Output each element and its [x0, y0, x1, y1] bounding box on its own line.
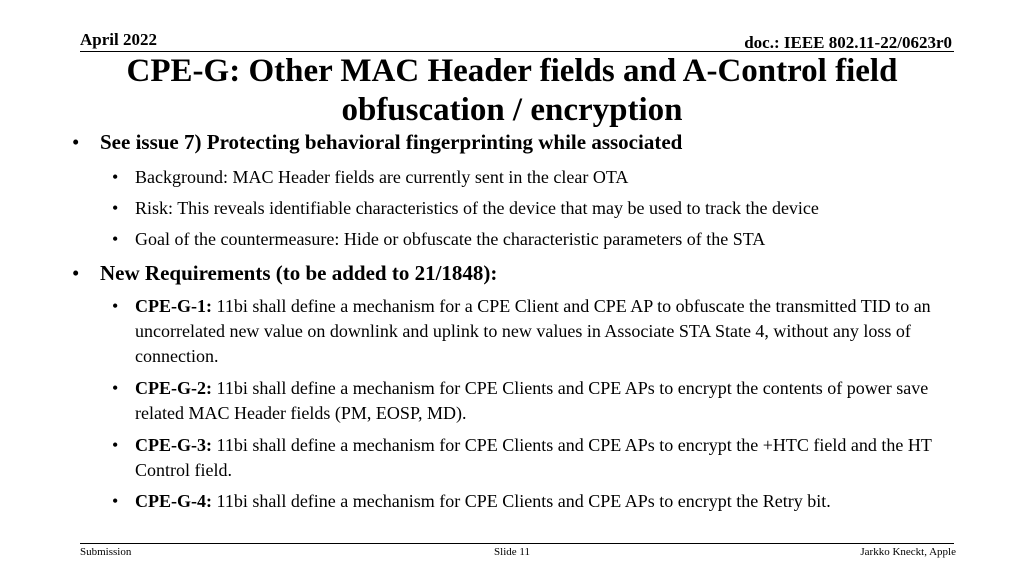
requirement-cpe-g-3 — [112, 433, 972, 483]
requirement-body: 11bi shall define a mechanism for CPE Clients and CPE APs to encrypt the contents of power save related MAC Header fields (PM, EOSP, MD). — [135, 378, 929, 423]
sub-bullet-risk — [112, 196, 972, 221]
bullet-dot: • — [112, 435, 119, 455]
bullet-dot: • — [112, 229, 119, 249]
bullet-dot: • — [112, 378, 119, 398]
requirement-text — [135, 376, 972, 426]
bullet-issue-7 — [72, 129, 972, 155]
requirement-label: CPE-G-1: — [135, 296, 212, 316]
footer-divider — [80, 543, 954, 544]
sub-bullet-background — [112, 165, 972, 190]
requirement-body: 11bi shall define a mechanism for CPE Clients and CPE APs to encrypt the +HTC field and the HT Control field. — [135, 435, 932, 480]
bullet-dot: • — [112, 167, 119, 187]
requirement-label: CPE-G-4: — [135, 491, 212, 511]
requirement-cpe-g-4 — [112, 489, 972, 514]
bullet-text: Goal of the countermeasure: Hide or obfuscate the characteristic parameters of the STA — [135, 229, 766, 249]
requirement-cpe-g-2 — [112, 376, 972, 426]
bullet-dot: • — [72, 261, 80, 285]
requirement-text — [135, 489, 831, 514]
requirement-body: 11bi shall define a mechanism for CPE Clients and CPE APs to encrypt the Retry bit. — [211, 491, 831, 511]
requirement-cpe-g-1 — [112, 294, 972, 369]
bullet-dot: • — [112, 491, 119, 511]
bullet-dot: • — [72, 130, 80, 154]
header-date: April 2022 — [80, 30, 157, 49]
bullet-dot: • — [112, 296, 119, 316]
sub-bullet-goal — [112, 227, 972, 252]
bullet-text: New Requirements (to be added to 21/1848): — [100, 261, 498, 285]
requirement-label: CPE-G-3: — [135, 435, 212, 455]
bullet-text: Background: MAC Header fields are currently sent in the clear OTA — [135, 167, 629, 187]
bullet-text: Risk: This reveals identifiable characteristics of the device that may be used to track the device — [135, 198, 819, 218]
footer-submission: Submission — [80, 546, 132, 558]
header-doc-id: doc.: IEEE 802.11-22/0623r0 — [744, 33, 952, 52]
footer-author: Jarkko Kneckt, Apple — [860, 546, 956, 558]
requirement-text — [135, 433, 972, 483]
requirement-text — [135, 294, 972, 369]
slide-title: CPE-G: Other MAC Header fields and A-Control field obfuscation / encryption — [126, 53, 898, 128]
bullet-text: See issue 7) Protecting behavioral fingerprinting while associated — [100, 130, 683, 154]
footer-slide-number: Slide 11 — [494, 546, 530, 558]
bullet-new-requirements — [72, 260, 972, 286]
requirement-body: 11bi shall define a mechanism for a CPE Client and CPE AP to obfuscate the transmitted TID to an uncorrelated new value on downlink and uplink to new values in Associate STA State 4, without any loss of connection. — [135, 296, 931, 366]
requirement-label: CPE-G-2: — [135, 378, 212, 398]
bullet-dot: • — [112, 198, 119, 218]
